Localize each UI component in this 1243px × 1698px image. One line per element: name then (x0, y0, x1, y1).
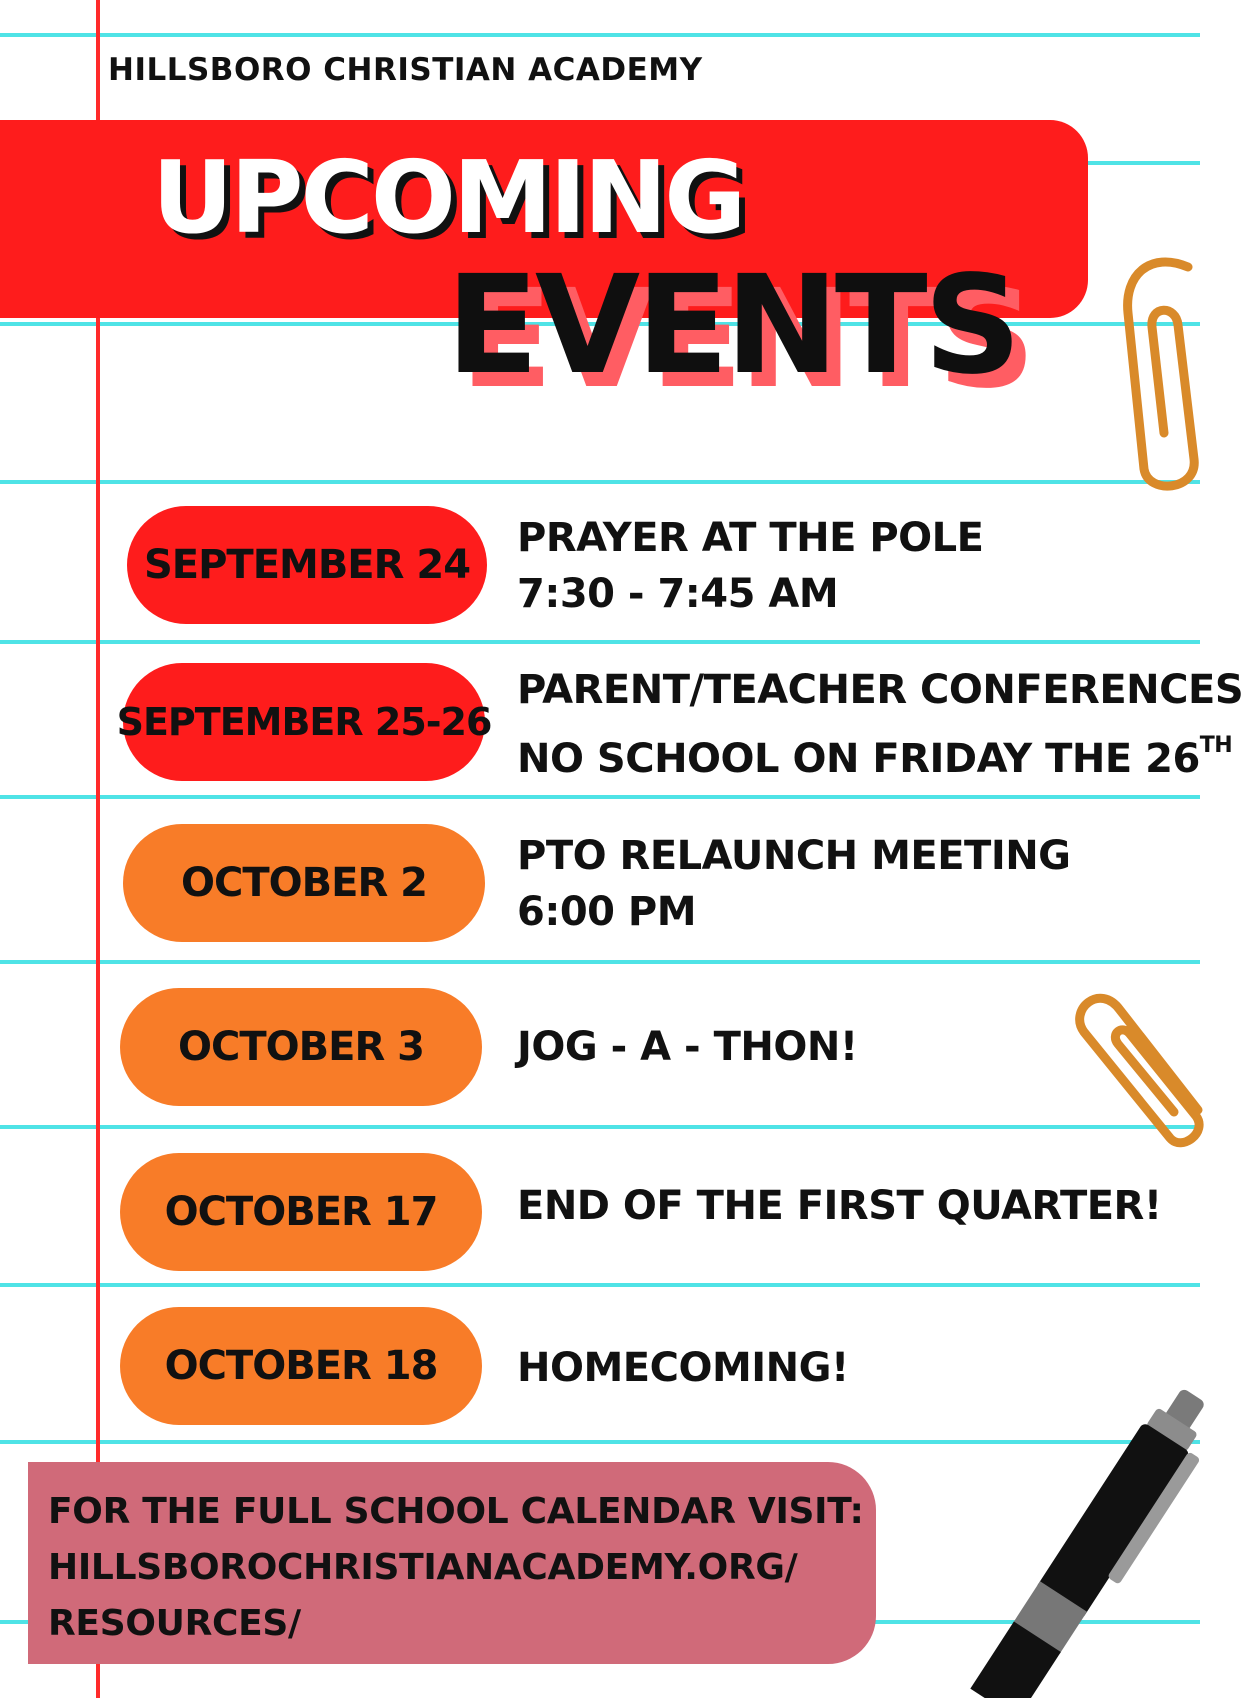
event-date: SEPTEMBER 25-26 (116, 700, 492, 744)
pen-icon (955, 1380, 1200, 1698)
event-description (517, 1340, 849, 1396)
ruled-line (0, 960, 1200, 964)
event-description (517, 828, 1071, 940)
event-description (517, 1178, 1162, 1234)
title-upcoming: UPCOMING (152, 139, 744, 256)
calendar-url[interactable]: HILLSBOROCHRISTIANACADEMY.ORG/ (48, 1547, 798, 1588)
ruled-line (0, 1283, 1200, 1287)
event-date: OCTOBER 3 (177, 1024, 425, 1070)
event-title: PRAYER AT THE POLE (517, 515, 984, 561)
school-name: HILLSBORO CHRISTIAN ACADEMY (108, 52, 703, 88)
paperclip-icon (1070, 970, 1200, 1150)
event-date-badge (116, 663, 492, 781)
event-date-badge (127, 506, 487, 624)
title-events: EVENTS (446, 247, 1018, 405)
event-title: END OF THE FIRST QUARTER! (517, 1183, 1162, 1229)
event-note: NO SCHOOL ON FRIDAY THE 26TH (517, 733, 1233, 782)
ruled-line (0, 640, 1200, 644)
calendar-info-line: FOR THE FULL SCHOOL CALENDAR VISIT: (48, 1491, 864, 1532)
event-date: OCTOBER 17 (164, 1189, 438, 1235)
event-description (517, 1019, 858, 1075)
event-date: OCTOBER 2 (180, 860, 428, 906)
ruled-line (0, 33, 1200, 37)
event-description (517, 662, 1243, 787)
event-date-badge (120, 988, 482, 1106)
event-title: HOMECOMING! (517, 1345, 849, 1391)
event-title: PARENT/TEACHER CONFERENCES (517, 667, 1243, 713)
paperclip-icon (1110, 255, 1200, 495)
event-date: OCTOBER 18 (164, 1343, 438, 1389)
event-date: SEPTEMBER 24 (143, 542, 471, 588)
event-description (517, 510, 983, 622)
ruled-line (0, 480, 1200, 484)
event-time: 7:30 - 7:45 AM (517, 571, 839, 617)
event-title: PTO RELAUNCH MEETING (517, 833, 1071, 879)
event-title: JOG - A - THON! (517, 1024, 858, 1070)
event-time: 6:00 PM (517, 889, 697, 935)
ruled-line (0, 795, 1200, 799)
calendar-info (48, 1484, 864, 1652)
event-date-badge (120, 1153, 482, 1271)
ruled-line (0, 1125, 1200, 1129)
event-date-badge (123, 824, 485, 942)
calendar-url[interactable]: RESOURCES/ (48, 1603, 301, 1644)
event-date-badge (120, 1307, 482, 1425)
